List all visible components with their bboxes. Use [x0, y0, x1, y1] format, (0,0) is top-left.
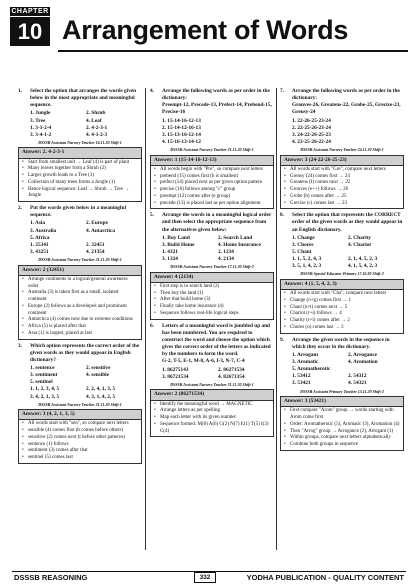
option-item: 4. 2134: [218, 256, 234, 263]
explanation-point: • All words start with "sen", so compare next letters: [22, 421, 138, 428]
answer-heading: Answer: 3 (24-22-26-25-23): [281, 156, 403, 166]
explanation-point: • sentinel (5) comes last: [22, 455, 138, 462]
explanation-point: • Chant (n+t) comes next → 5: [284, 305, 400, 312]
column-divider: [145, 88, 146, 550]
question-number: 8.: [280, 212, 284, 219]
option-item: 3. 4, 2, 1, 3, 5: [30, 393, 60, 400]
option-item: 2. sensitive: [86, 365, 111, 372]
option-item: 4. Aromation: [348, 359, 378, 366]
question-header: [18, 205, 142, 219]
question-number: 9.: [280, 336, 284, 343]
explanation-point: • Greatens (I) comes next → 22: [284, 180, 400, 187]
exam-source: DSSSB Special Educator Primary 17.10.20 Shift-2: [300, 271, 384, 277]
option-item: 1. Buy Land: [162, 234, 190, 241]
option-item: 3. Chores: [292, 241, 314, 248]
option-item: 1. Change: [292, 234, 315, 241]
footer-book-title: DSSSB REASONING: [14, 573, 88, 582]
explanation-point: • Africa (5) is placed after that: [22, 324, 138, 331]
option-item: 3. 53421: [292, 380, 311, 387]
question-text: Arrange the words in a meaningful logical order and then select the appropriate sequence from the alternatives given below:: [162, 212, 272, 233]
option-item: 3. 15-13-16-12-14: [162, 131, 201, 138]
option-item: 2. 32451: [86, 241, 105, 248]
question-header: [18, 343, 142, 364]
answer-box: [18, 409, 142, 464]
question-block: [150, 212, 274, 269]
explanation-point: • Sequence follows real-life logical steps: [154, 311, 270, 318]
question-block: [280, 337, 404, 394]
question-block: [150, 88, 274, 153]
option-item: [348, 249, 404, 256]
option-list: [18, 110, 142, 139]
exam-source: DSSSB Assistant Nursery Teacher 21.11.20 Shift-1: [38, 401, 122, 407]
explanation-point: • preempt (12) comes after (e group): [154, 194, 270, 201]
option-item: 1. 25341: [30, 241, 49, 248]
explanation-point: • precede (13) is placed last as per option alignment: [154, 201, 270, 208]
option-item: 2. 54312: [348, 373, 367, 380]
explanation-point: • Collection of many trees forms a Jungle (1): [22, 180, 138, 187]
chapter-header: [0, 0, 416, 64]
option-list: [150, 118, 274, 147]
option-item: 1. Arrogant: [292, 351, 319, 358]
explanation-point: • sensitive (2) comes next (t before other patterns): [22, 435, 138, 442]
option-item: 1. sentence: [30, 365, 55, 372]
question-number: 1.: [18, 88, 22, 94]
option-item: 1. 1, 2, 3, 4, 5: [30, 386, 60, 393]
option-item: 1. Jungle: [30, 110, 51, 117]
question-header: [150, 212, 274, 233]
exam-source: DSSSB Assistant Nursery Teacher 16.11.20 Shift-1: [38, 139, 122, 145]
question-number: 7.: [280, 88, 284, 94]
option-item: 4. 23-25-26-22-24: [292, 138, 331, 145]
column-2: [150, 88, 274, 558]
exam-source: DSSSB Assistant Primary Teacher 13.11.20 Shift-2: [300, 388, 384, 394]
option-item: 5. sentinel: [30, 379, 53, 386]
option-item: 2. 22-25-26-23-24: [292, 124, 331, 131]
explanation-point: • Then "Arrog" group → Arrogance (2), Arrogant (1): [284, 429, 400, 436]
explanation-list: [281, 407, 403, 450]
option-list: [18, 365, 142, 401]
column-1: [18, 88, 142, 558]
option-item: 3. Australia: [30, 227, 57, 234]
option-item: 4. 15-16-13-14-12: [162, 138, 201, 145]
explanation-point: • Asia (1) is largest, placed at last: [22, 331, 138, 338]
question-word-list: Preempt-12, Precede-13, Prefect-14, Prebend-15, Precise-16: [162, 102, 272, 116]
explanation-point: • After that build home (3): [154, 297, 270, 304]
page-number: 332: [194, 572, 216, 583]
answer-box: [18, 265, 142, 340]
option-item: 4. 1, 5, 4, 2, 3: [348, 263, 378, 270]
option-item: 1. 3-1-2-4: [30, 124, 52, 131]
option-item: 2. Search Land: [218, 234, 253, 241]
question-word-list: G-2, T-5, E-1, M-8, A-6, I-3, N-7, C-4: [162, 358, 245, 365]
question-header: [280, 88, 404, 102]
explanation-point: • Charity (r+i) comes after → 2: [284, 318, 400, 325]
explanation-list: [151, 283, 273, 319]
option-item: 3. Build Home: [162, 241, 195, 248]
explanation-point: • Larger growth leads to a Tree (3): [22, 173, 138, 180]
option-item: [86, 379, 142, 386]
question-number: 3.: [18, 342, 22, 349]
question-text: Arrange the following words as per order in the dictionary:: [292, 88, 400, 102]
page-footer: [0, 567, 416, 588]
option-item: 5. Aromatherotic: [292, 366, 331, 373]
option-list: [280, 235, 404, 271]
explanation-list: [151, 401, 273, 437]
explanation-point: • Australia (3) is taken first as a small, isolated continent: [22, 290, 138, 304]
answer-box: [280, 396, 404, 451]
question-block: [18, 205, 142, 262]
option-list: [280, 352, 404, 388]
option-item: 1. 53412: [292, 373, 311, 380]
option-item: 2. 2, 4, 1, 3, 5: [86, 386, 116, 393]
option-item: 5. Africa: [30, 234, 50, 241]
option-item: 1. 86275143: [162, 366, 189, 373]
explanation-point: • sentiment (3) comes after that: [22, 448, 138, 455]
option-item: 1. 22-26-25-23-24: [292, 117, 331, 124]
question-text: Arrange the following words as per order in the dictionary:: [162, 88, 270, 102]
explanation-point: • All words start with "Cha", compare next letters: [284, 291, 400, 298]
option-item: 2. 15-14-12-16-13: [162, 124, 201, 131]
question-header: [280, 337, 404, 351]
answer-heading: Answer: 3 (4, 2, 1, 3, 5): [19, 410, 141, 420]
option-item: 3. 1324: [162, 256, 178, 263]
question-text: Which option represents the correct order of the given words as they would appear in English dictionary?: [30, 342, 140, 363]
question-block: [280, 88, 404, 153]
explanation-point: • Grobe (b) comes after → 25: [284, 194, 400, 201]
question-header: [18, 88, 142, 109]
answer-box: [18, 147, 142, 202]
chapter-label: CHAPTER: [11, 8, 49, 15]
explanation-point: • Gronves (e++) follows → 26: [284, 187, 400, 194]
explanation-point: • precise (16) follows among "c" group: [154, 187, 270, 194]
explanation-list: [281, 290, 403, 333]
exam-source: DSSSB Assistant Nursery Teacher 17.11.20 Shift-2: [170, 264, 254, 270]
option-item: 4. 3, 1, 4, 2, 5: [86, 393, 116, 400]
option-item: 2. 1234: [218, 249, 234, 256]
explanation-point: • Grecize (c) comes last → 23: [284, 201, 400, 208]
explanation-list: [19, 276, 141, 339]
answer-heading: Answer: 1 (15-14-16-12-13): [151, 156, 273, 166]
answer-box: [150, 389, 274, 437]
option-item: 2. Charity: [348, 234, 371, 241]
option-item: 4. 54321: [348, 380, 367, 387]
question-word-list: Gronves-26, Greatens-22, Grobe-25, Grecize-23, Grensy-24: [292, 102, 401, 116]
explanation-point: • Then buy the land (1): [154, 291, 270, 298]
option-list: [150, 235, 274, 264]
option-list: [150, 367, 274, 381]
explanation-point: • prefect (14) placed next as per given option pattern: [154, 180, 270, 187]
answer-box: [280, 155, 404, 210]
explanation-point: • Arrange letters as per spelling: [154, 408, 270, 415]
answer-heading: Answer: 4 (2134): [151, 273, 273, 283]
explanation-point: • Many leaves together form a Shrub (2): [22, 166, 138, 173]
explanation-point: • sentence (1) follows: [22, 442, 138, 449]
explanation-point: • Map each letter with its given number: [154, 415, 270, 422]
option-item: 4. 4-1-2-3: [86, 131, 108, 138]
question-text: Put the words given below in a meaningful sequence.: [30, 205, 127, 219]
explanation-point: • sensible (4) comes first (b comes before others): [22, 428, 138, 435]
explanation-point: • Change (n+g) comes first → 1: [284, 298, 400, 305]
explanation-point: • Within groups, compare next letters alphabetically: [284, 435, 400, 442]
option-item: 4. sensible: [86, 372, 109, 379]
option-item: 2. 86271534: [218, 366, 245, 373]
option-item: 3. 43251: [30, 249, 49, 256]
question-block: [150, 323, 274, 388]
option-item: 2. Shrub: [86, 110, 106, 117]
explanation-point: • Sequence formed: M(8) A(6) G(2) N(7) E(1) T(5) I(3) C(4): [154, 422, 270, 436]
question-block: [18, 88, 142, 145]
option-list: [280, 118, 404, 147]
chapter-title: Arrangement of Words: [62, 15, 349, 45]
exam-source: DSSSB Assistant Nursery Teacher 21.11.20 Shift-1: [170, 147, 254, 153]
question-text: Letters of a meaningful word is jumbled up and has been numbered. You are required to construct the word and choose the option which gives the correct order of the letters as indicated by the numbers to form the word.: [162, 322, 271, 358]
explanation-point: • First compare "Arom" group → words starting with Arom come first: [284, 408, 400, 422]
explanation-point: • Antarctica (4) comes next due to extreme conditions: [22, 317, 138, 324]
exam-source: DSSSB Assistant Nursery Teacher 24.11.20 Shift-1: [300, 147, 384, 153]
explanation-point: • Europe (2) follows as a developed and prominent continent: [22, 304, 138, 318]
explanation-list: [151, 166, 273, 209]
explanation-point: • Arrange continents in a logical/general awareness order: [22, 277, 138, 291]
option-item: 4. Leaf: [86, 117, 102, 124]
explanation-point: • All words begin with "Pre", so compare next letters: [154, 167, 270, 174]
answer-heading: Answer: 2 (32451): [19, 266, 141, 276]
question-block: [280, 212, 404, 277]
question-block: [18, 343, 142, 408]
option-item: 4. Home Insurance: [218, 241, 261, 248]
answer-box: [280, 279, 404, 334]
option-list: [18, 220, 142, 256]
question-number: 4.: [150, 88, 154, 94]
option-item: 3. 3-4-1-2: [30, 131, 52, 138]
option-item: 4. 21354: [86, 249, 105, 256]
explanation-point: • Chariot (r+i) follows → 4: [284, 311, 400, 318]
question-number: 5.: [150, 212, 154, 219]
explanation-point: • Start from smallest unit → Leaf (4) is part of plant: [22, 160, 138, 167]
exam-source: DSSSB Assistant Nursery Teacher 21.11.20 Shift-1: [170, 381, 254, 387]
option-item: [86, 235, 142, 242]
question-header: [280, 212, 404, 233]
title-rule: [58, 50, 408, 52]
column-divider: [276, 88, 277, 550]
option-item: 3. Aromatic: [292, 359, 319, 366]
option-item: 4. 82671354: [218, 373, 245, 380]
question-text: Arrange the given words in the sequence in which they occur in the dictionary.: [292, 336, 390, 350]
exam-source: DSSSB Assistant Nursery Teacher 21.11.20 Shift-1: [38, 257, 122, 263]
explanation-point: • Hence logical sequence: Leaf → Shrub → Tree → Jungle: [22, 187, 138, 201]
explanation-point: • Order: Aromatherotic (5), Aromatic (3), Aromation (4): [284, 422, 400, 429]
answer-heading: Answer: 2. 4-2-3-1: [19, 148, 141, 158]
option-item: 4. Chariot: [348, 241, 371, 248]
explanation-point: • prebend (15) comes first (b is smallest): [154, 174, 270, 181]
explanation-point: • Grensy (24) comes first → 24: [284, 174, 400, 181]
explanation-point: • Identify the meaningful word → MAGNETIC: [154, 402, 270, 409]
question-text: Select the option that arranges the words given below in the most appropriate and meaningful sequence.: [30, 88, 137, 109]
option-item: 2. 1, 4, 5, 2, 3: [348, 256, 378, 263]
question-header: [150, 88, 274, 102]
option-item: 2. 4-2-3-1: [86, 124, 108, 131]
option-item: 2. Europe: [86, 220, 108, 227]
explanation-point: • Chores (o) comes last → 3: [284, 325, 400, 332]
column-3: [280, 88, 404, 558]
option-item: 3. Tree: [30, 117, 46, 124]
answer-heading: Answer: 3 (53421): [281, 397, 403, 407]
option-item: 3. sentiment: [30, 372, 58, 379]
footer-publisher: YODHA PUBLICATION - QUALITY CONTENT: [246, 573, 404, 582]
chapter-number: 10: [10, 16, 50, 46]
explanation-list: [281, 166, 403, 209]
option-item: 3. 24-22-26-25-23: [292, 131, 331, 138]
option-item: 1. 4321: [162, 249, 178, 256]
option-item: 1. Asia: [30, 220, 46, 227]
explanation-point: • Combine both groups in sequence: [284, 442, 400, 449]
option-item: 5. Chant: [292, 249, 312, 256]
question-number: 2.: [18, 205, 22, 212]
option-item: [348, 366, 404, 373]
option-item: 2. Arrogance: [348, 351, 378, 358]
explanation-list: [19, 420, 141, 463]
explanation-point: • Finally take home insurance (4): [154, 304, 270, 311]
answer-box: [150, 272, 274, 320]
explanation-list: [19, 159, 141, 202]
option-item: 1. 15-14-16-12-13: [162, 117, 201, 124]
option-item: 1. 1, 5, 2, 4, 3: [292, 256, 322, 263]
explanation-point: • First step is to search land (2): [154, 284, 270, 291]
question-number: 6.: [150, 322, 154, 329]
option-item: 3. 86721534: [162, 373, 189, 380]
explanation-point: • All words start with "Gre", compare next letters: [284, 167, 400, 174]
question-text: Select the option that represents the CORRECT order of the given words as they would appear in an English dictionary.: [292, 212, 403, 233]
option-item: 3. 5, 1, 4, 2, 3: [292, 263, 322, 270]
answer-box: [150, 155, 274, 210]
answer-heading: Answer: 4 (1, 5, 4, 2, 3): [281, 280, 403, 290]
option-item: 4. Antarctica: [86, 227, 116, 234]
answer-heading: Answer: 2 (86271534): [151, 390, 273, 400]
question-header: [150, 323, 274, 359]
